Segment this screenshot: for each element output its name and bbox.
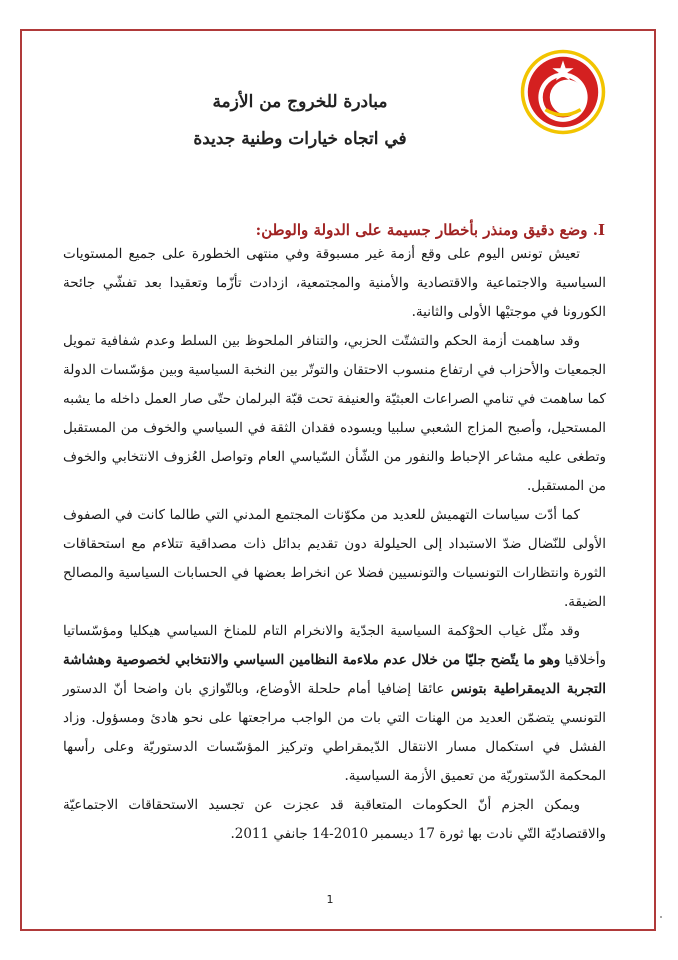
title-line-1: مبادرة للخروج من الأزمة <box>212 92 388 112</box>
paragraph-4-bold: وهو ما يتّضح جليّا من خلال عدم ملاءمة النظامين السياسي والانتخابي لخصوصية وهشاشة التجربة الديمقراطية بتونس <box>63 652 606 697</box>
paragraph-4-start: وقد مثّل غياب الحوْكمة السياسية الجدّية والانخرام التام للمناخ السياسي هيكليا ومؤسّساتيا وأخلاقيا <box>63 623 606 668</box>
scan-dot <box>660 916 662 918</box>
paragraph-4 <box>63 617 606 791</box>
document-body <box>63 240 606 849</box>
paragraph-2: وقد ساهمت أزمة الحكم والتشتّت الحزبي، والتنافر الملحوظ بين السلط وعدم شفافية تمويل الجمعيات والأحزاب في ارتفاع منسوب الاحتقان والتوتّر بين النخبة السياسية وبين مؤسّسات الدولة كما ساهمت في تنامي الصراعات العبثيّة والعنيفة تحت قبّة البرلمان حتّى صار العمل داخله ما يشبه المستحيل، وأصبح المزاج الشعبي سلبيا ويسوده فقدان الثقة في السياسي والخوف من المستقبل وتطغى عليه مشاعر الإحباط والنفور من الشّأن السّياسي العام وتواصل العُزوف الانتخابي والخوف من المستقبل. <box>63 333 606 494</box>
paragraph-4-end: عائقا إضافيا أمام حلحلة الأوضاع، وبالتّوازي بان واضحا أنّ الدستور التونسي يتضمّن العديد من الهنات التي بات من الواجب مراجعتها على نحو هادئ ومسؤول. وزاد الفشل في استكمال مسار الانتقال الدّيمقراطي وتركيز المؤسّسات الدستوريّة وعلى رأسها المحكمة الدّستوريّة من تعميق الأزمة السياسية. <box>63 681 606 784</box>
section-heading: I. وضع دقيق ومنذر بأخطار جسيمة على الدولة والوطن: <box>255 221 605 239</box>
paragraph-5: ويمكن الجزم أنّ الحكومات المتعاقبة قد عجزت عن تجسيد الاستحقاقات الاجتماعيّة والاقتصاديّة التّي نادت بها ثورة 17 ديسمبر 2010-14 جانفي 2011. <box>63 797 606 842</box>
ugtt-emblem-icon <box>519 48 607 136</box>
title-line-2: في اتجاه خيارات وطنية جديدة <box>193 129 407 149</box>
paragraph-1: تعيش تونس اليوم على وقع أزمة غير مسبوقة وفي منتهى الخطورة على جميع المستويات السياسية والاجتماعية والاقتصادية والأمنية والمجتمعية، ازدادت تأزّما وتعقيدا بعد تفشّي جائحة الكورونا في موجتيْها الأولى والثانية. <box>63 246 606 320</box>
paragraph-3: كما أدّت سياسات التهميش للعديد من مكوّنات المجتمع المدني التي طالما كانت في الصفوف الأولى للنّضال ضدّ الاستبداد إلى الحيلولة دون تقديم بدائل ذات مصداقية تتلاءم مع استحقاقات الثورة وانتظارات التونسيات والتونسيين فضلا عن انخراط بعضها في الحسابات السياسية والمصالح الضيقة. <box>63 507 606 610</box>
document-title <box>150 84 450 158</box>
page-number: 1 <box>326 893 334 906</box>
